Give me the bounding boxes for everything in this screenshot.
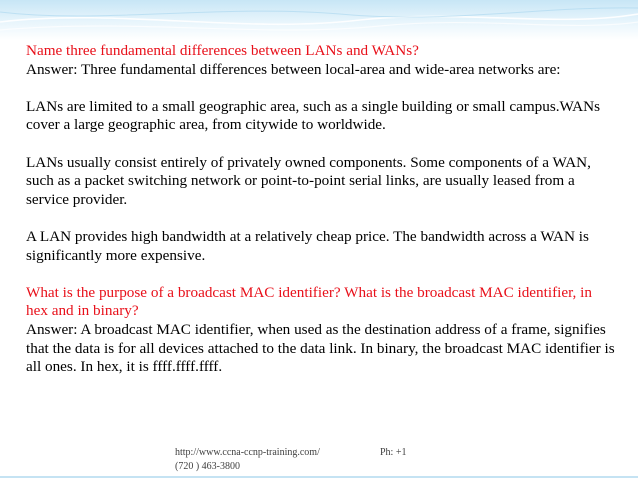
footer-phone-label: Ph: +1 — [380, 447, 407, 458]
footer-url[interactable]: http://www.ccna-ccnp-training.com/ — [175, 447, 320, 458]
question-2: What is the purpose of a broadcast MAC identifier? What is the broadcast MAC identifier, in hex and in binary? — [26, 283, 592, 320]
answer-1-point-3: A LAN provides high bandwidth at a relatively cheap price. The bandwidth across a WAN is significantly more expensive. — [26, 227, 589, 264]
answer-1-intro: Answer: Three fundamental differences between local-area and wide-area networks are: — [26, 60, 561, 78]
footer-phone-number: (720 ) 463-3800 — [175, 461, 240, 472]
answer-1-point-1: LANs are limited to a small geographic area, such as a single building or small campus.WANs cover a large geographic area, from citywide to worldwide. — [26, 97, 601, 134]
slide-content — [26, 42, 616, 377]
answer-1-point-2: LANs usually consist entirely of privately owned components. Some components of a WAN, such as a packet switching network or point-to-point serial links, are usually leased from a service provider. — [26, 153, 591, 208]
wave-decoration — [0, 0, 638, 40]
question-1: Name three fundamental differences between LANs and WANs? — [26, 42, 419, 59]
footer — [175, 446, 435, 474]
answer-2: Answer: A broadcast MAC identifier, when used as the destination address of a frame, signifies that the data is for all devices attached to the data link. In binary, the broadcast MAC identifier is all ones. In hex, it is ffff.ffff.ffff. — [26, 320, 615, 376]
